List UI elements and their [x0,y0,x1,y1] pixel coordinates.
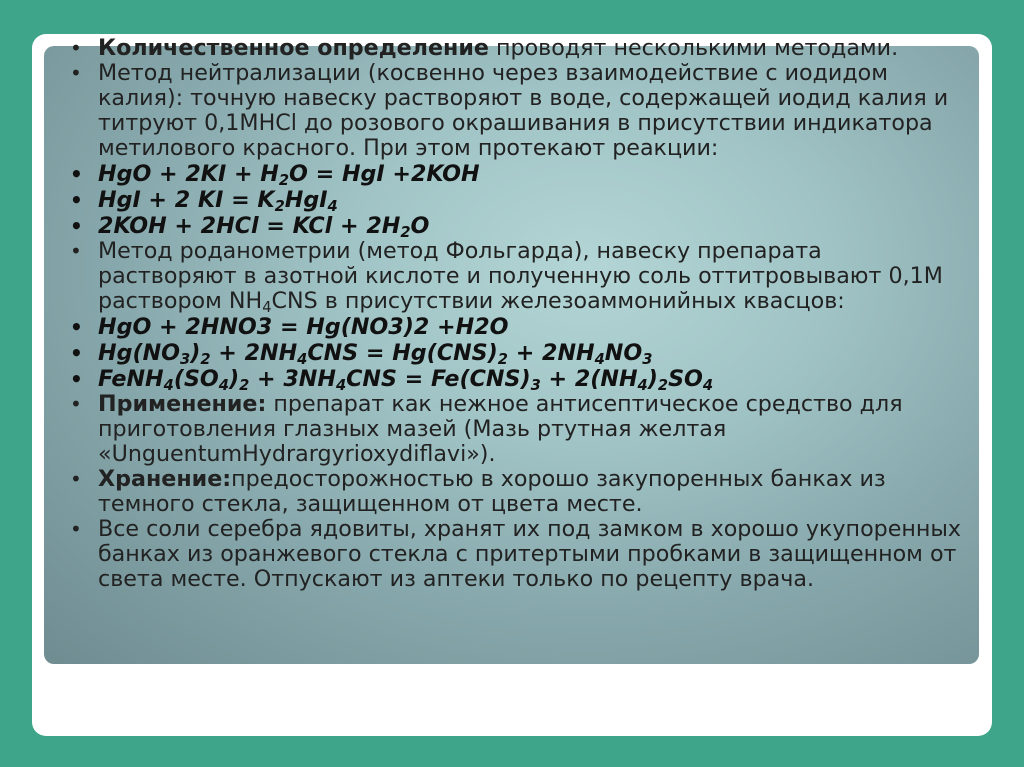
equation-item: • HgO + $2KI + H_2O$ = HgI +2KOH [70,161,480,190]
slide-content [62,36,967,592]
bullet-icon: • [70,315,83,339]
bullet-list [62,36,967,592]
equation-item: • $FeNH_4(SO_4)_2 + 3NH_4CNS = Fe(CNS)_3 + 2(NH_4)_2SO_4$ [70,366,714,395]
list-item: • Количественное определение проводят несколькими методами. [70,35,899,61]
bullet-icon: • [70,36,82,60]
bullet-icon: • [70,239,82,263]
list-item: • Метод роданометрии (метод Фольгарда), навеску препарата растворяют в азотной кислоте и полученную соль оттитровывают 0,1М раствором $NH_4CNS$ в присутствии железоаммонийных квасцов: [70,238,943,317]
bullet-icon: • [70,188,83,212]
bullet-icon: • [70,341,83,365]
bullet-icon: • [70,214,83,238]
bullet-icon: • [70,367,83,391]
bullet-icon: • [70,517,82,541]
list-item: • Хранение:предосторожностью в хорошо закупоренных банках из темного стекла, защищенном от цвета месте. [70,466,886,517]
bullet-icon: • [70,162,83,186]
list-item: • Все соли серебра ядовиты, хранят их под замком в хорошо укупоренных банках из оранжевого стекла с притертыми пробками в защищенном от света месте. Отпускают из аптеки только по рецепту врача. [70,516,962,592]
equation-item: • $Hg(NO_3)_2 + 2NH_4CNS = Hg(CNS)_2 + 2NH_4NO_3$ [70,340,653,369]
list-item: • Применение: препарат как нежное антисептическое средство для приготовления глазных мазей (Мазь ртутная желтая «UnguentumHydrargyrioxydiflavi»). [70,391,903,467]
bullet-icon: • [70,467,82,491]
bullet-icon: • [70,61,82,85]
equation-item: • 2KOH + 2HCl = KCl + $2H_2O$ [70,213,430,242]
list-item: • Метод нейтрализации (косвенно через взаимодействие с иодидом калия): точную навеску растворяют в воде, содержащей иодид калия и титруют 0,1МHCl до розового окрашивания в присутствии индикатора метилового красного. При этом протекают реакции: [70,60,949,161]
bullet-icon: • [70,392,82,416]
equation-item: • HgO + 2HNO3 = Hg(NO3)2 +H2O [70,314,509,340]
equation-item: • HgI + 2 KI = $K_2HgI_4$ [70,187,338,216]
